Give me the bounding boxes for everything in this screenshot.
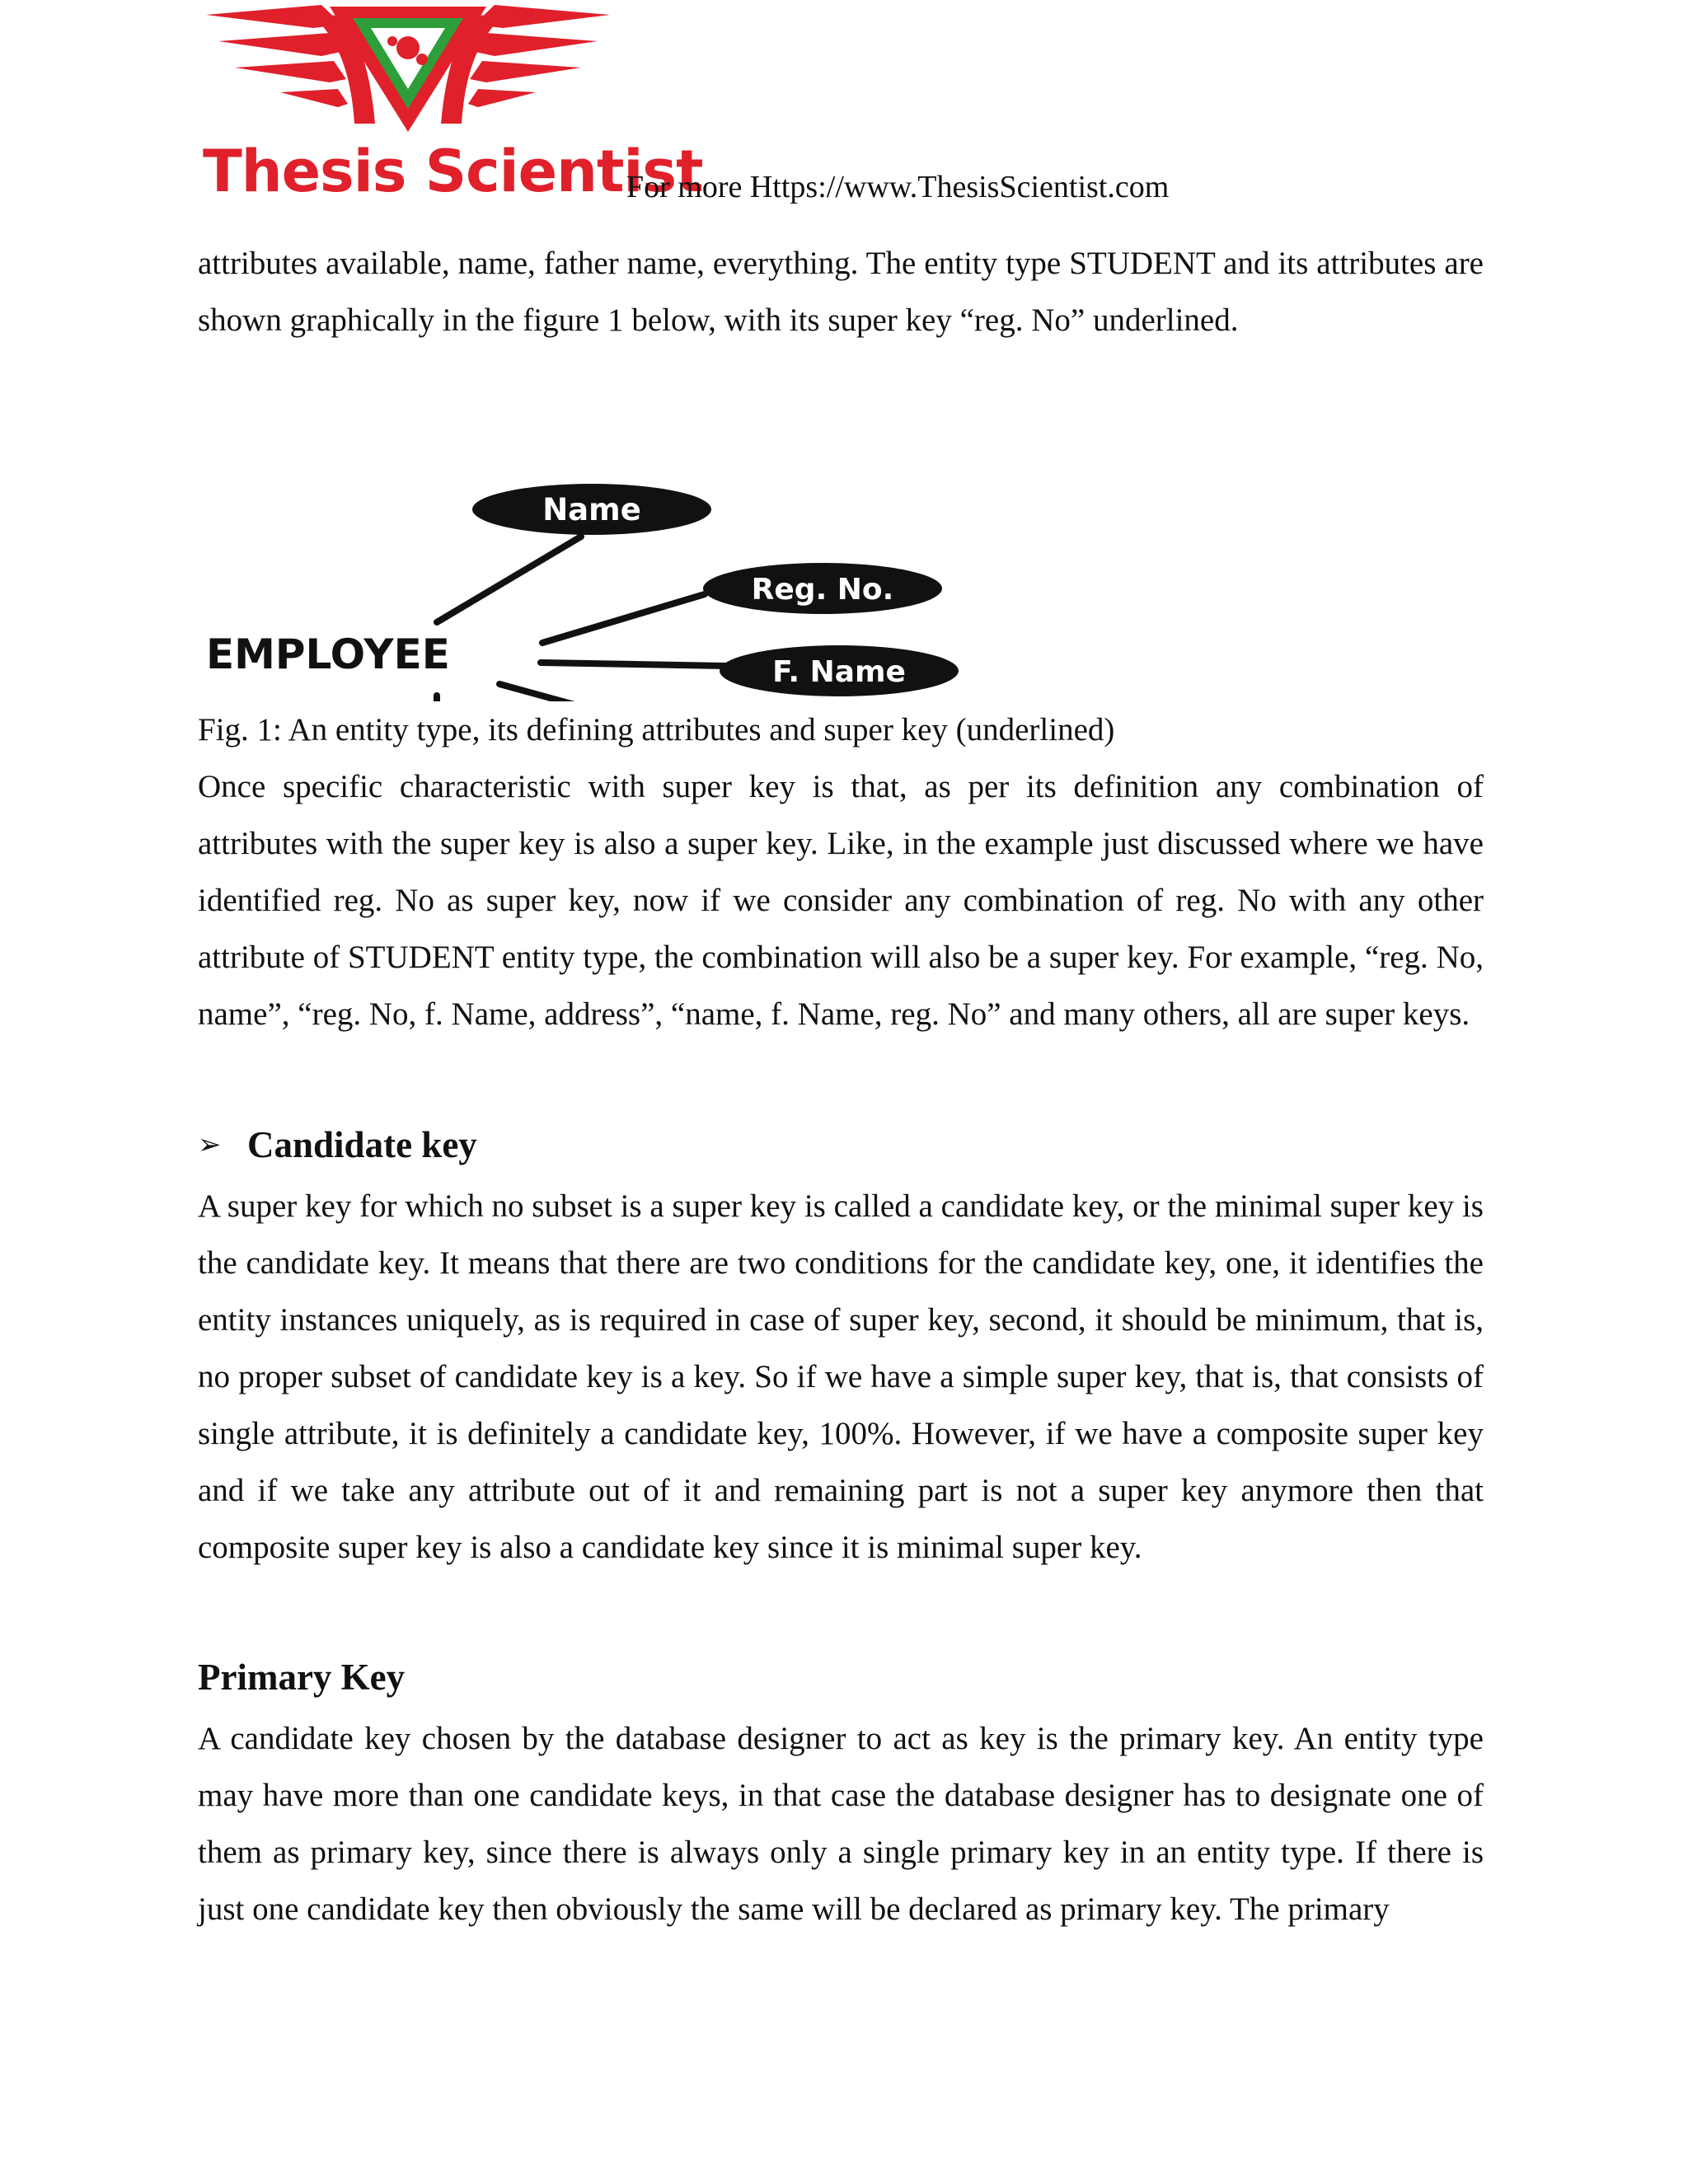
document-body	[198, 235, 1484, 1938]
brand-name: Thesis Scientist	[203, 138, 703, 205]
attribute-name	[472, 484, 711, 535]
page-header	[198, 0, 1484, 223]
super-key-paragraph: Once specific characteristic with super key is that, as per its definition any combination of attributes with the super key is also a super key. Like, in the example just discussed where we have identified reg. No as super key, now if we consider any combination of reg. No with any other attribute of STUDENT entity type, the combination will also be a super key. For example, “reg. No, name”, “reg. No, f. Name, address”, “name, f. Name, reg. No” and many others, all are super keys.	[198, 769, 1484, 1032]
primary-key-heading: Primary Key	[198, 1657, 406, 1698]
attribute-name-label: Name	[542, 492, 641, 527]
er-diagram	[198, 355, 1484, 701]
arrow-bullet-icon: ➢	[198, 1128, 222, 1161]
attribute-f-name	[720, 645, 959, 696]
connector-reg-no	[542, 594, 705, 643]
figure-caption: Fig. 1: An entity type, its defining attributes and super key (underlined)	[198, 712, 1115, 748]
thesis-scientist-logo-icon	[198, 0, 618, 136]
attribute-reg-no	[703, 563, 942, 614]
connector-f-name	[541, 663, 725, 666]
candidate-key-heading	[198, 1120, 1484, 1169]
candidate-key-heading-text: Candidate key	[247, 1124, 477, 1165]
er-diagram-figure	[198, 355, 1484, 701]
connector-name	[437, 537, 581, 622]
attribute-f-name-label: F. Name	[772, 655, 906, 689]
candidate-key-paragraph: A super key for which no subset is a super key is called a candidate key, or the minimal super key is the candidate key. It means that there are two conditions for the candidate key, one, it identifies the entity instances uniquely, as is required in case of super key, second, it should be minimum, that is, no proper subset of candidate key is a key. So if we have a simple super key, that is, that consists of single attribute, it is definitely a candidate key, 100%. However, if we have a composite super key and if we take any attribute out of it and remaining part is not a super key anymore then that composite super key is also a candidate key since it is minimal super key.	[198, 1188, 1484, 1565]
website-link[interactable]: For more Https://www.ThesisScientist.com	[626, 170, 1170, 204]
connector-address	[499, 684, 767, 701]
primary-key-paragraph: A candidate key chosen by the database designer to act as key is the primary key. An entity type may have more than one candidate keys, in that case the database designer has to designate one of them as primary key, since there is always only a single primary key in an entity type. If there is just one candidate key then obviously the same will be declared as primary key. The primary	[198, 1721, 1484, 1927]
entity-employee-label: EMPLOYEE	[206, 630, 450, 678]
intro-paragraph: attributes available, name, father name, everything. The entity type STUDENT and its attributes are shown graphically in the figure 1 below, with its super key “reg. No” underlined.	[198, 246, 1484, 338]
attribute-reg-no-label: Reg. No.	[751, 573, 894, 607]
